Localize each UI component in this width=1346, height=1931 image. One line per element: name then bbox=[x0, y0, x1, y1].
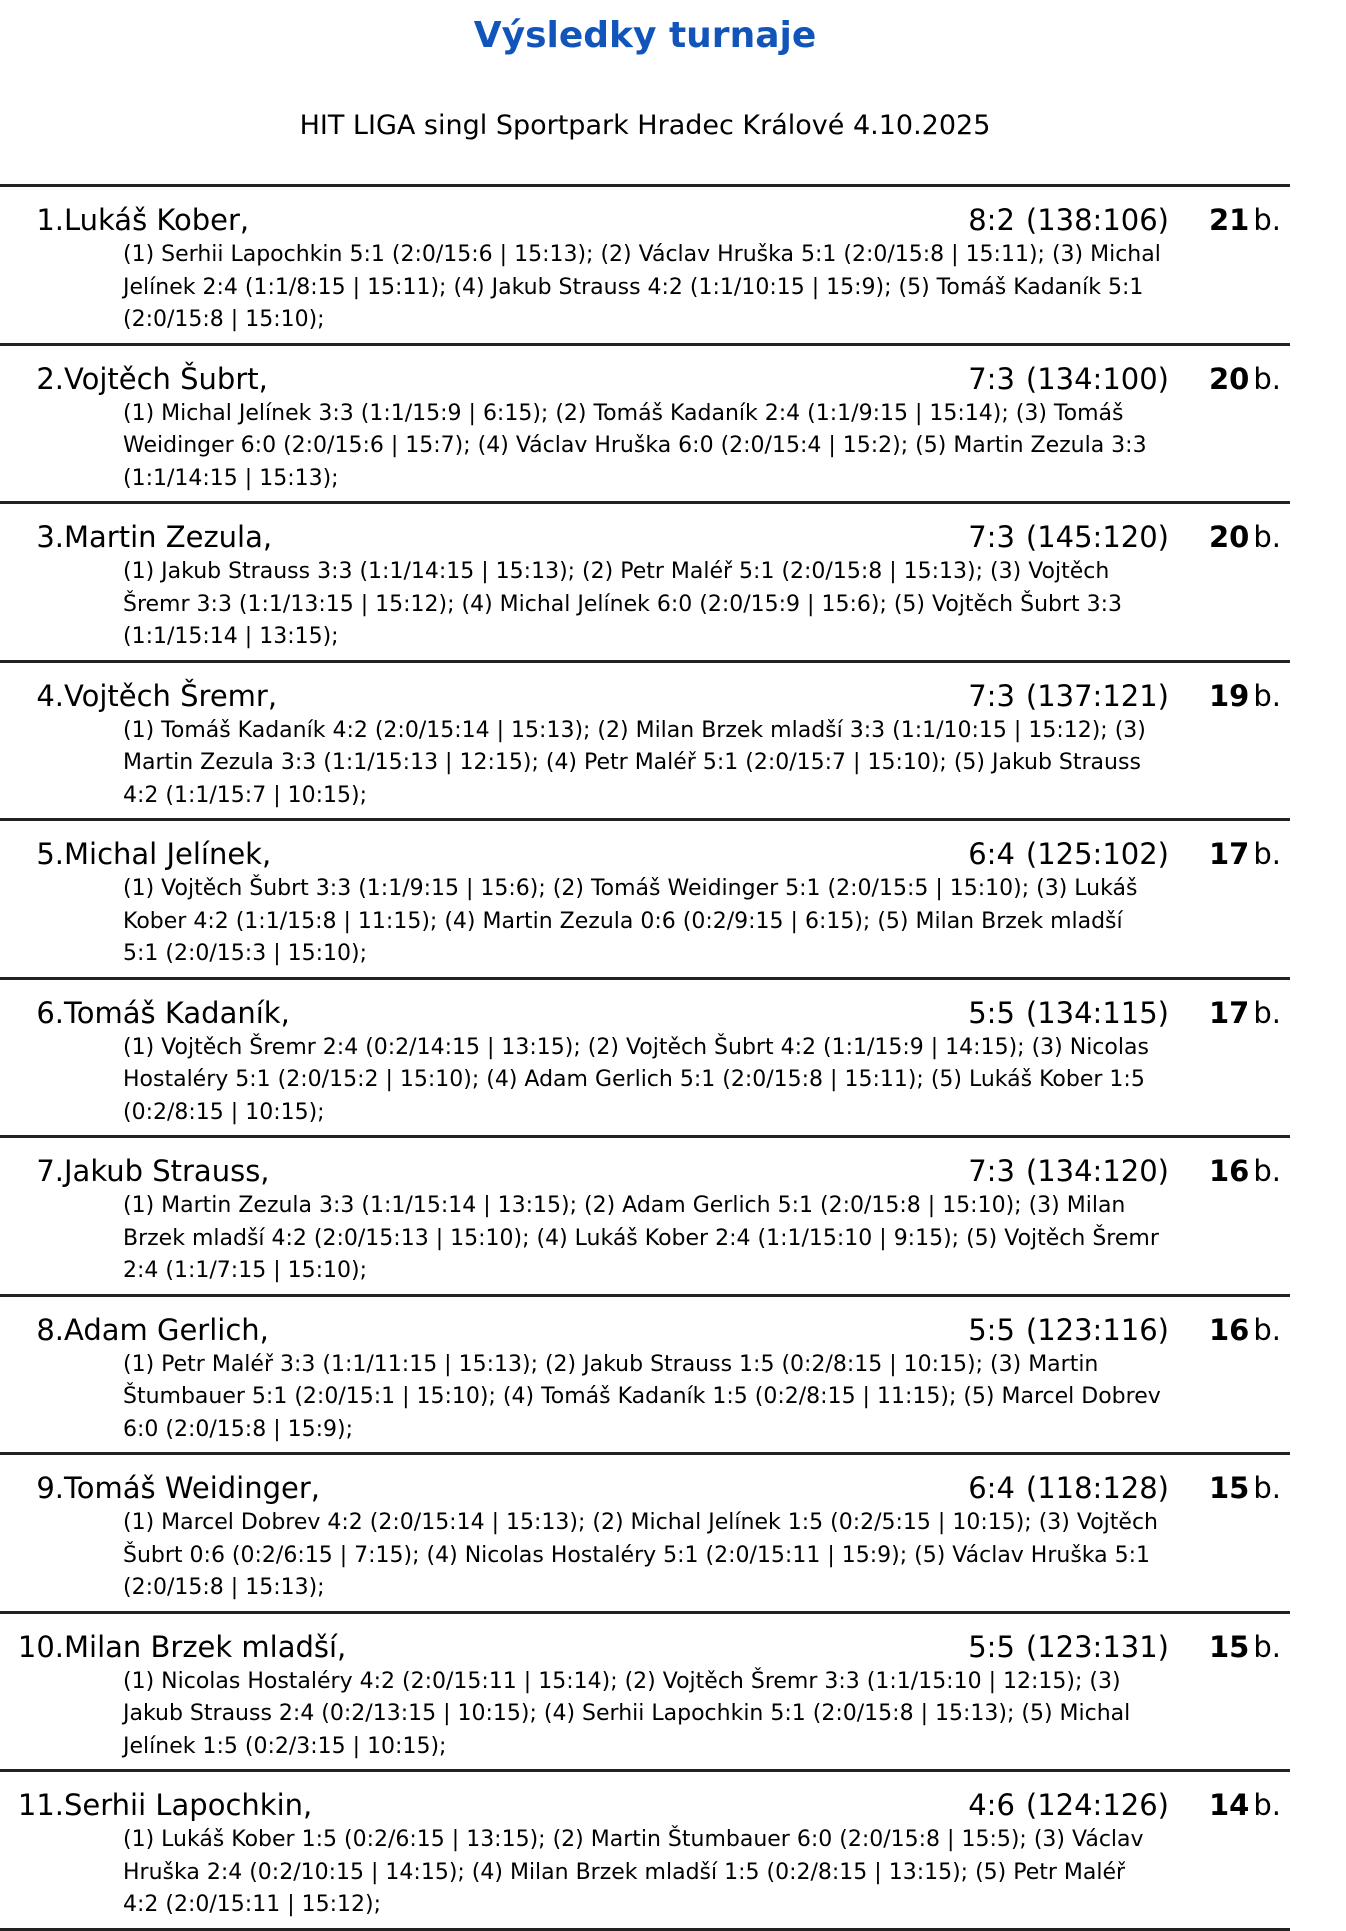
match-details bbox=[123, 1190, 1290, 1288]
entry-header bbox=[0, 837, 1290, 871]
match-details bbox=[123, 1507, 1290, 1605]
match-score: 4:6 bbox=[968, 1788, 1015, 1822]
result-entry bbox=[0, 1135, 1290, 1294]
detail-line: Šremr 3:3 (1:1/13:15 | 15:12); (4) Michal Jelínek 6:0 (2:0/15:9 | 15:6); (5) Vojtěch Šubrt 3:3 bbox=[123, 591, 1123, 617]
detail-line: 5:1 (2:0/15:3 | 15:10); bbox=[123, 941, 367, 966]
balls-total: (118:128) bbox=[1025, 1471, 1169, 1505]
rank-number: 6. bbox=[36, 995, 64, 1030]
detail-line: (1) Tomáš Kadaník 4:2 (2:0/15:14 | 15:13); (2) Milan Brzek mladší 3:3 (1:1/10:15 | 15:12); (3) bbox=[123, 717, 1146, 743]
points-unit: b. bbox=[1253, 678, 1281, 713]
points-badge bbox=[1209, 1471, 1281, 1505]
balls-total: (145:120) bbox=[1025, 520, 1169, 554]
points-unit: b. bbox=[1253, 520, 1281, 554]
match-details bbox=[123, 556, 1290, 654]
rank-number: 3. bbox=[36, 520, 64, 554]
detail-line: (1) Michal Jelínek 3:3 (1:1/15:9 | 6:15); (2) Tomáš Kadaník 2:4 (1:1/9:15 | 15:14); (3) Tomáš bbox=[123, 400, 1124, 426]
points-badge bbox=[1209, 362, 1281, 396]
points-value: 16 bbox=[1209, 1154, 1250, 1188]
detail-line: Jelínek 2:4 (1:1/8:15 | 15:11); (4) Jakub Strauss 4:2 (1:1/10:15 | 15:9); (5) Tomáš Kadaník 5:1 bbox=[123, 274, 1144, 300]
detail-line: Jakub Strauss 2:4 (0:2/13:15 | 10:15); (4) Serhii Lapochkin 5:1 (2:0/15:8 | 15:13); (5) Michal bbox=[123, 1701, 1131, 1726]
points-unit: b. bbox=[1253, 1471, 1281, 1505]
result-entry bbox=[0, 343, 1290, 502]
entry-header bbox=[0, 1154, 1290, 1188]
result-entry bbox=[0, 1611, 1290, 1770]
balls-total: (134:100) bbox=[1025, 361, 1169, 396]
detail-line: Martin Zezula 3:3 (1:1/15:13 | 12:15); (4) Petr Maléř 5:1 (2:0/15:7 | 15:10); (5) Jakub Strauss bbox=[123, 750, 1141, 775]
detail-line: (1:1/15:14 | 13:15); bbox=[123, 624, 339, 649]
page-title: Výsledky turnaje bbox=[473, 15, 817, 56]
entry-header bbox=[0, 996, 1290, 1030]
rank-number: 9. bbox=[36, 1471, 64, 1505]
entry-header bbox=[0, 1788, 1290, 1822]
player-name: Tomáš Kadaník, bbox=[64, 995, 290, 1030]
rank-number: 10. bbox=[17, 1629, 64, 1664]
points-badge bbox=[1209, 1313, 1281, 1347]
result-entry bbox=[0, 1769, 1290, 1928]
rank-number: 8. bbox=[36, 1312, 64, 1347]
rank-number: 2. bbox=[36, 361, 64, 396]
balls-total: (137:121) bbox=[1025, 678, 1169, 713]
points-badge bbox=[1209, 679, 1281, 713]
detail-line: Šubrt 0:6 (0:2/6:15 | 7:15); (4) Nicolas Hostaléry 5:1 (2:0/15:11 | 15:9); (5) Václav Hruška 5:1 bbox=[123, 1542, 1151, 1568]
points-badge bbox=[1209, 520, 1281, 554]
match-score: 6:4 bbox=[968, 1471, 1015, 1505]
points-unit: b. bbox=[1253, 1788, 1281, 1822]
points-badge bbox=[1209, 203, 1281, 237]
detail-line: 2:4 (1:1/7:15 | 15:10); bbox=[123, 1258, 367, 1283]
player-name: Jakub Strauss, bbox=[64, 1154, 270, 1188]
detail-line: (1) Lukáš Kober 1:5 (0:2/6:15 | 13:15); (2) Martin Štumbauer 6:0 (2:0/15:8 | 15:5); (3) Václav bbox=[123, 1827, 1144, 1852]
match-score: 7:3 bbox=[968, 1154, 1015, 1188]
points-value: 14 bbox=[1209, 1788, 1250, 1822]
tournament-subtitle: HIT LIGA singl Sportpark Hradec Králové 4.10.2025 bbox=[299, 110, 991, 141]
detail-line: Weidinger 6:0 (2:0/15:6 | 15:7); (4) Václav Hruška 6:0 (2:0/15:4 | 15:2); (5) Martin Zezula 3:3 bbox=[123, 433, 1147, 458]
result-entry bbox=[0, 1294, 1290, 1453]
match-details bbox=[123, 1349, 1290, 1447]
balls-total: (123:131) bbox=[1025, 1629, 1169, 1664]
points-value: 16 bbox=[1209, 1312, 1250, 1347]
detail-line: Štumbauer 5:1 (2:0/15:1 | 15:10); (4) Tomáš Kadaník 1:5 (0:2/8:15 | 11:15); (5) Marcel Dobrev bbox=[123, 1384, 1161, 1409]
detail-line: 4:2 (2:0/15:11 | 15:12); bbox=[123, 1892, 381, 1917]
balls-total: (134:120) bbox=[1025, 1154, 1169, 1188]
balls-total: (125:102) bbox=[1025, 837, 1169, 871]
player-name: Adam Gerlich, bbox=[64, 1312, 269, 1347]
detail-line: 6:0 (2:0/15:8 | 15:9); bbox=[123, 1416, 354, 1442]
result-entry bbox=[0, 818, 1290, 977]
match-score: 5:5 bbox=[968, 995, 1015, 1030]
points-badge bbox=[1209, 1788, 1281, 1822]
entry-header bbox=[0, 1630, 1290, 1664]
detail-line: 4:2 (1:1/15:7 | 10:15); bbox=[123, 782, 367, 808]
player-name: Martin Zezula, bbox=[64, 520, 273, 554]
points-value: 19 bbox=[1209, 678, 1250, 713]
match-details bbox=[123, 398, 1290, 496]
entry-header bbox=[0, 520, 1290, 554]
player-name: Milan Brzek mladší, bbox=[64, 1629, 347, 1664]
entry-header bbox=[0, 362, 1290, 396]
balls-total: (138:106) bbox=[1025, 203, 1169, 237]
points-value: 20 bbox=[1209, 520, 1250, 554]
results-list bbox=[0, 184, 1290, 1931]
detail-line: (1:1/14:15 | 15:13); bbox=[123, 465, 339, 491]
match-score: 7:3 bbox=[968, 678, 1015, 713]
detail-line: (1) Petr Maléř 3:3 (1:1/11:15 | 15:13); (2) Jakub Strauss 1:5 (0:2/8:15 | 10:15); (3) Martin bbox=[123, 1351, 1099, 1377]
match-score: 5:5 bbox=[968, 1629, 1015, 1664]
player-name: Tomáš Weidinger, bbox=[64, 1471, 320, 1505]
match-score: 8:2 bbox=[968, 203, 1015, 237]
player-name: Vojtěch Šubrt, bbox=[64, 361, 268, 396]
detail-line: (0:2/8:15 | 10:15); bbox=[123, 1099, 325, 1125]
player-name: Lukáš Kober, bbox=[64, 203, 250, 237]
match-details bbox=[123, 1032, 1290, 1130]
points-badge bbox=[1209, 1630, 1281, 1664]
result-entry bbox=[0, 660, 1290, 819]
points-value: 20 bbox=[1209, 361, 1250, 396]
entry-header bbox=[0, 1313, 1290, 1347]
match-score: 6:4 bbox=[968, 837, 1015, 871]
points-unit: b. bbox=[1253, 1629, 1281, 1664]
points-badge bbox=[1209, 996, 1281, 1030]
detail-line: (1) Jakub Strauss 3:3 (1:1/14:15 | 15:13); (2) Petr Maléř 5:1 (2:0/15:8 | 15:13); (3) Vojtěch bbox=[123, 559, 1110, 584]
points-unit: b. bbox=[1253, 361, 1281, 396]
points-unit: b. bbox=[1253, 1312, 1281, 1347]
match-details bbox=[123, 1824, 1290, 1922]
result-entry bbox=[0, 184, 1290, 343]
entry-header bbox=[0, 679, 1290, 713]
points-badge bbox=[1209, 1154, 1281, 1188]
detail-line: (1) Vojtěch Šubrt 3:3 (1:1/9:15 | 15:6); (2) Tomáš Weidinger 5:1 (2:0/15:5 | 15:10); (3) Lukáš bbox=[123, 876, 1138, 901]
detail-line: Hostaléry 5:1 (2:0/15:2 | 15:10); (4) Adam Gerlich 5:1 (2:0/15:8 | 15:11); (5) Lukáš Kober 1:5 bbox=[123, 1067, 1145, 1092]
detail-line: (1) Martin Zezula 3:3 (1:1/15:14 | 13:15); (2) Adam Gerlich 5:1 (2:0/15:8 | 15:10); (3) Milan bbox=[123, 1193, 1126, 1218]
points-value: 17 bbox=[1209, 837, 1250, 871]
match-details bbox=[123, 715, 1290, 813]
balls-total: (134:115) bbox=[1025, 995, 1169, 1030]
rank-number: 1. bbox=[36, 203, 64, 237]
rank-number: 4. bbox=[36, 678, 64, 713]
detail-line: (1) Marcel Dobrev 4:2 (2:0/15:14 | 15:13); (2) Michal Jelínek 1:5 (0:2/5:15 | 10:15); (3) Vojtěch bbox=[123, 1510, 1158, 1535]
player-name: Vojtěch Šremr, bbox=[64, 678, 278, 713]
entry-header bbox=[0, 1471, 1290, 1505]
detail-line: Hruška 2:4 (0:2/10:15 | 14:15); (4) Milan Brzek mladší 1:5 (0:2/8:15 | 13:15); (5) Petr Maléř bbox=[123, 1859, 1126, 1885]
match-score: 7:3 bbox=[968, 361, 1015, 396]
match-details bbox=[123, 239, 1290, 337]
detail-line: Kober 4:2 (1:1/15:8 | 11:15); (4) Martin Zezula 0:6 (0:2/9:15 | 6:15); (5) Milan Brzek mladší bbox=[123, 908, 1123, 934]
detail-line: (1) Serhii Lapochkin 5:1 (2:0/15:6 | 15:13); (2) Václav Hruška 5:1 (2:0/15:8 | 15:11); (3) Michal bbox=[123, 242, 1161, 267]
points-unit: b. bbox=[1253, 837, 1281, 871]
detail-line: (2:0/15:8 | 15:13); bbox=[123, 1575, 325, 1600]
match-details bbox=[123, 873, 1290, 971]
points-unit: b. bbox=[1253, 1154, 1281, 1188]
detail-line: (1) Nicolas Hostaléry 4:2 (2:0/15:11 | 15:14); (2) Vojtěch Šremr 3:3 (1:1/15:10 | 12:15); (3) bbox=[123, 1668, 1121, 1694]
detail-line: (1) Vojtěch Šremr 2:4 (0:2/14:15 | 13:15); (2) Vojtěch Šubrt 4:2 (1:1/15:9 | 14:15); (3) Nicolas bbox=[123, 1034, 1149, 1060]
points-badge bbox=[1209, 837, 1281, 871]
rank-number: 11. bbox=[17, 1788, 64, 1822]
points-value: 17 bbox=[1209, 995, 1250, 1030]
entry-header bbox=[0, 203, 1290, 237]
match-score: 5:5 bbox=[968, 1312, 1015, 1347]
balls-total: (123:116) bbox=[1025, 1312, 1169, 1347]
result-entry bbox=[0, 501, 1290, 660]
result-entry bbox=[0, 1452, 1290, 1611]
points-value: 15 bbox=[1209, 1471, 1250, 1505]
points-value: 15 bbox=[1209, 1629, 1250, 1664]
points-value: 21 bbox=[1209, 203, 1250, 237]
points-unit: b. bbox=[1253, 995, 1281, 1030]
points-unit: b. bbox=[1253, 203, 1281, 237]
rank-number: 5. bbox=[36, 837, 64, 871]
detail-line: (2:0/15:8 | 15:10); bbox=[123, 307, 325, 332]
result-entry bbox=[0, 977, 1290, 1136]
balls-total: (124:126) bbox=[1025, 1788, 1169, 1822]
detail-line: Jelínek 1:5 (0:2/3:15 | 10:15); bbox=[123, 1733, 447, 1759]
player-name: Serhii Lapochkin, bbox=[64, 1788, 313, 1822]
rank-number: 7. bbox=[36, 1154, 64, 1188]
detail-line: Brzek mladší 4:2 (2:0/15:13 | 15:10); (4) Lukáš Kober 2:4 (1:1/15:10 | 9:15); (5) Vojtěch Šremr bbox=[123, 1225, 1159, 1251]
match-score: 7:3 bbox=[968, 520, 1015, 554]
player-name: Michal Jelínek, bbox=[64, 837, 272, 871]
match-details bbox=[123, 1666, 1290, 1764]
